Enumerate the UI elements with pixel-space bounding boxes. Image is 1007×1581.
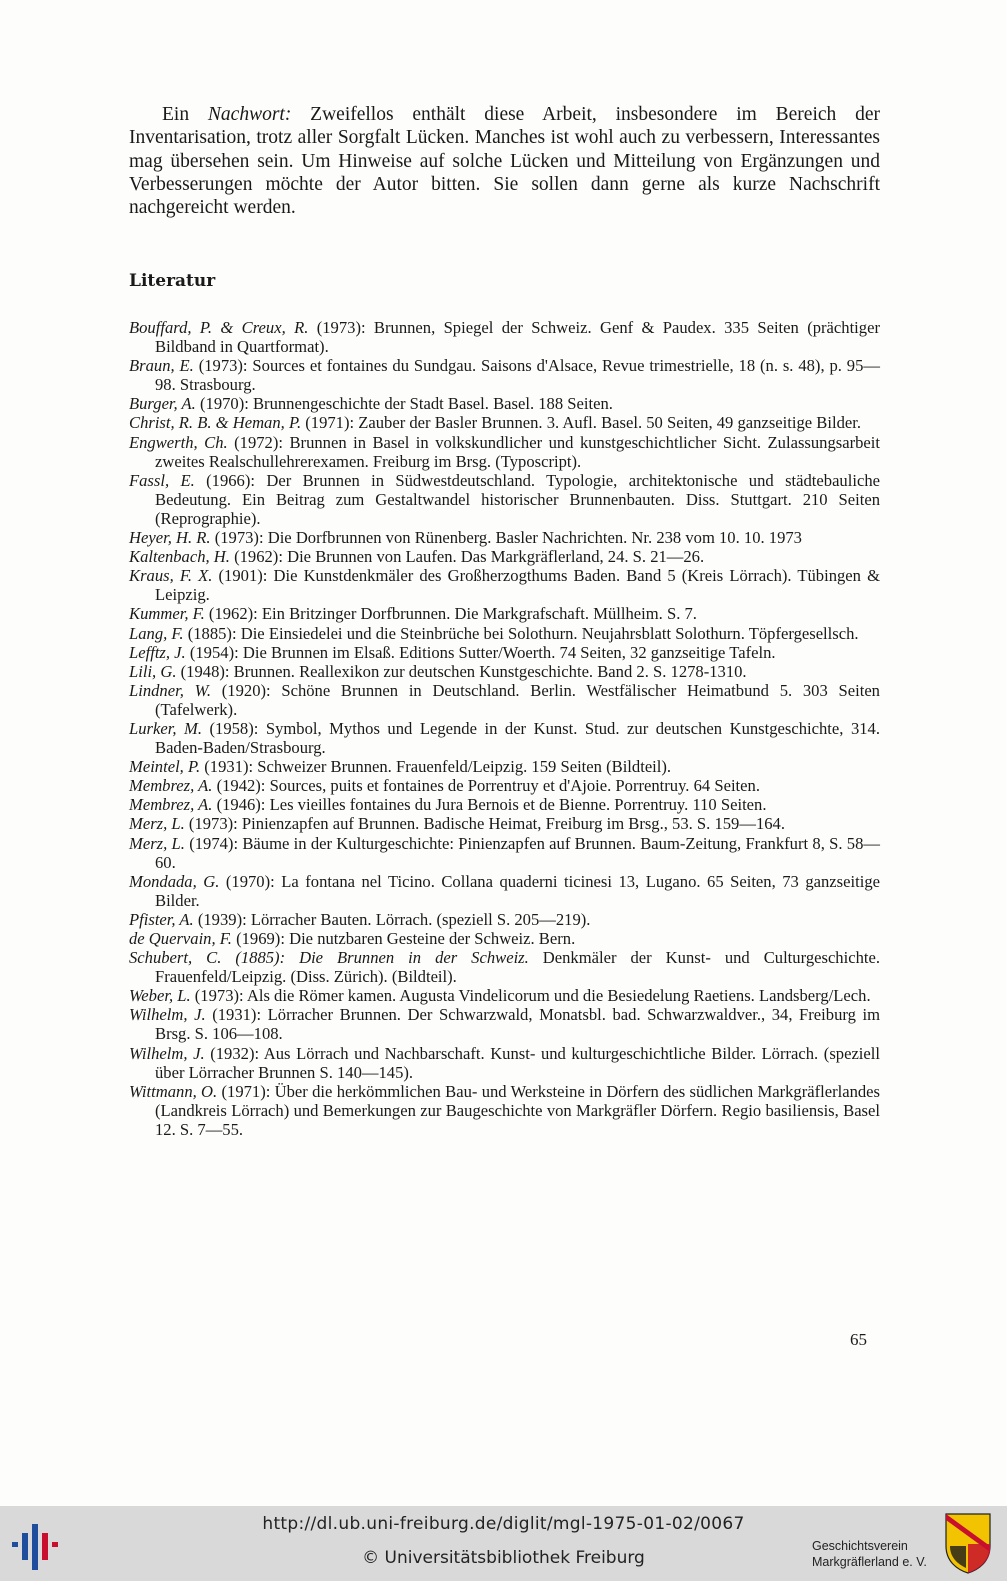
reference-author: Merz, L. — [129, 833, 185, 853]
literatur-heading: Literatur — [129, 271, 216, 291]
reference-text: (1931): Lörracher Brunnen. Der Schwarzwald, Monatsbl. bad. Schwarzwaldver., 34, Freiburg im Brsg. S. 106—108. — [155, 1005, 881, 1044]
reference-text: (1962): Die Brunnen von Laufen. Das Markgräflerland, 24. S. 21—26. — [229, 547, 705, 567]
reference-author: Heyer, H. R. — [129, 528, 211, 548]
reference-text: (1962): Ein Britzinger Dorfbrunnen. Die Markgrafschaft. Müllheim. S. 7. — [204, 604, 697, 624]
society-line-2: Markgräflerland e. V. — [812, 1555, 927, 1569]
footer-url-link[interactable]: http://dl.ub.uni-freiburg.de/diglit/mgl-1975-01-02/0067 — [262, 1514, 745, 1534]
reference-text: (1970): Brunnengeschichte der Stadt Basel. Basel. 188 Seiten. — [195, 394, 613, 414]
reference-text: (1973): Pinienzapfen auf Brunnen. Badische Heimat, Freiburg im Brsg., 53. S. 159—164. — [184, 814, 785, 834]
reference-author: Schubert, C. (1885): Die Brunnen in der Schweiz. — [129, 948, 529, 968]
reference-list — [129, 318, 880, 1139]
reference-author: Kaltenbach, H. — [129, 547, 230, 567]
reference-text: (1966): Der Brunnen in Südwestdeutschland. Typologie, architektonische und städtebauliche Bedeutung. Ein Beitrag zum Gestaltwandel historischer Brunnenbauten. Diss. Stuttgart. 210 Seiten (Reprographie). — [155, 470, 880, 528]
society-line-1: Geschichtsverein — [812, 1539, 908, 1553]
reference-entry — [129, 662, 880, 681]
reference-entry — [129, 872, 880, 910]
reference-text: (1954): Die Brunnen im Elsaß. Editions Sutter/Woerth. 74 Seiten, 32 ganzseitige Tafeln. — [185, 642, 776, 662]
reference-author: Fassl, E. — [129, 470, 195, 490]
society-crest-icon — [944, 1512, 992, 1574]
reference-author: Mondada, G. — [129, 871, 220, 891]
reference-entry — [129, 948, 880, 986]
reference-text: (1942): Sources, puits et fontaines de Porrentruy et d'Ajoie. Porrentruy. 64 Seiten. — [212, 776, 760, 796]
reference-author: Braun, E. — [129, 356, 194, 376]
reference-author: Wilhelm, J. — [129, 1043, 205, 1063]
reference-entry — [129, 643, 880, 662]
reference-text: (1901): Die Kunstdenkmäler des Großherzogthums Baden. Band 5 (Kreis Lörrach). Tübingen & Leipzig. — [155, 566, 880, 605]
reference-text: (1971): Über die herkömmlichen Bau- und Werksteine in Dörfern des südlichen Markgräflerlandes (Landkreis Lörrach) und Bemerkungen zur Baugeschichte von Markgräfler Dörfern. Regio basiliensis, Basel 12. S. 7—55. — [155, 1081, 880, 1139]
reference-text: (1969): Die nutzbaren Gesteine der Schweiz. Bern. — [231, 929, 576, 948]
reference-entry — [129, 814, 880, 833]
reference-author: Membrez, A. — [129, 776, 213, 796]
reference-entry — [129, 413, 880, 432]
reference-text: (1946): Les vieilles fontaines du Jura Bernois et de Bienne. Porrentruy. 110 Seiten. — [212, 795, 767, 815]
page-content — [129, 103, 881, 1139]
reference-author: Wilhelm, J. — [129, 1005, 206, 1025]
reference-entry — [129, 433, 880, 471]
reference-text: (1885): Die Einsiedelei und die Steinbrüche bei Solothurn. Neujahrsblatt Solothurn. Töpfergesellsch. — [183, 623, 859, 643]
reference-author: Pfister, A. — [129, 909, 194, 929]
reference-entry — [129, 834, 880, 872]
reference-entry — [129, 757, 880, 776]
society-name — [812, 1538, 927, 1570]
reference-text: (1958): Symbol, Mythos und Legende in der Kunst. Stud. zur deutschen Kunstgeschichte, 314. Baden-Baden/Strasbourg. — [155, 718, 880, 758]
reference-author: Lili, G. — [129, 661, 177, 681]
reference-text: (1948): Brunnen. Reallexikon zur deutschen Kunstgeschichte. Band 2. S. 1278-1310. — [176, 661, 747, 681]
reference-entry — [129, 604, 880, 623]
footer-bar — [0, 1506, 1007, 1581]
reference-author: Lurker, M. — [129, 718, 202, 738]
reference-text: (1972): Brunnen in Basel in volkskundlicher und kunstgeschichtlicher Sicht. Zulassungsarbeit zweites Realschullehrerexamen. Freiburg im Brsg. (Typoscript). — [155, 432, 880, 471]
reference-text: (1970): La fontana nel Ticino. Collana quaderni ticinesi 13, Lugano. 65 Seiten, 73 ganzseitige Bilder. — [155, 871, 880, 910]
reference-text: (1932): Aus Lörrach und Nachbarschaft. Kunst- und kulturgeschichtliche Bilder. Lörrach. (speziell über Lörracher Brunnen S. 140—145). — [155, 1043, 880, 1082]
reference-entry — [129, 566, 880, 604]
reference-entry — [129, 986, 880, 1005]
reference-entry — [129, 1044, 880, 1082]
nachwort-paragraph — [129, 103, 880, 219]
nachwort-lead: Ein — [162, 104, 190, 125]
reference-text: Denkmäler der Kunst- und Culturgeschichte. Frauenfeld/Leipzig. (Diss. Zürich). (Bildteil). — [155, 948, 880, 987]
reference-text: (1931): Schweizer Brunnen. Frauenfeld/Leipzig. 159 Seiten (Bildteil). — [200, 757, 672, 777]
reference-author: Kraus, F. X. — [129, 566, 213, 586]
reference-entry — [129, 528, 880, 547]
reference-text: (1973): Brunnen, Spiegel der Schweiz. Genf & Paudex. 335 Seiten (prächtiger Bildband in Quartformat). — [155, 318, 880, 357]
reference-entry — [129, 910, 880, 929]
reference-entry — [129, 547, 880, 566]
reference-entry — [129, 471, 880, 528]
reference-author: Lindner, W. — [129, 680, 212, 700]
reference-entry — [129, 394, 880, 413]
reference-text: (1971): Zauber der Basler Brunnen. 3. Aufl. Basel. 50 Seiten, 49 ganzseitige Bilder. — [301, 413, 862, 433]
reference-text: (1973): Als die Römer kamen. Augusta Vindelicorum und die Besiedelung Raetiens. Landsberg/Lech. — [190, 986, 871, 1006]
reference-author: Membrez, A. — [129, 795, 213, 815]
reference-author: de Quervain, F. — [129, 929, 232, 948]
reference-author: Burger, A. — [129, 394, 196, 414]
page-number: 65 — [850, 1330, 867, 1349]
reference-entry — [129, 1005, 880, 1043]
reference-entry — [129, 776, 880, 795]
reference-entry — [129, 795, 880, 814]
reference-author: Lefftz, J. — [129, 642, 186, 662]
reference-entry — [129, 356, 880, 394]
reference-author: Kummer, F. — [129, 604, 205, 624]
footer-copyright: © Universitätsbibliothek Freiburg — [362, 1548, 645, 1568]
reference-author: Meintel, P. — [129, 757, 201, 777]
reference-author: Wittmann, O. — [129, 1081, 218, 1101]
reference-text: (1973): Die Dorfbrunnen von Rünenberg. Basler Nachrichten. Nr. 238 vom 10. 10. 1973 — [210, 528, 802, 548]
reference-text: (1920): Schöne Brunnen in Deutschland. Berlin. Westfälischer Heimatbund 5. 303 Seiten (Tafelwerk). — [155, 680, 880, 719]
reference-entry — [129, 624, 880, 643]
reference-entry — [129, 719, 880, 757]
reference-entry — [129, 929, 880, 948]
reference-author: Christ, R. B. & Heman, P. — [129, 413, 302, 433]
reference-entry — [129, 1082, 880, 1139]
reference-entry — [129, 318, 880, 356]
nachwort-text: Zweifellos enthält diese Arbeit, insbesondere im Bereich der Inventarisation, trotz aller Sorgfalt Lücken. Manches ist wohl auch zu verbessern, Interessantes mag übersehen sein. Um Hinweise auf solche Lücken und Mitteilung von Ergänzungen und Verbesserungen möchte der Autor bitten. Sie sollen dann gerne als kurze Nachschrift nachgereicht werden. — [129, 104, 880, 219]
reference-text: (1974): Bäume in der Kulturgeschichte: Pinienzapfen auf Brunnen. Baum-Zeitung, Frankfurt 8, S. 58—60. — [155, 833, 880, 872]
reference-author: Weber, L. — [129, 986, 191, 1006]
reference-author: Engwerth, Ch. — [129, 432, 228, 452]
reference-entry — [129, 681, 880, 719]
nachwort-label: Nachwort: — [207, 104, 292, 125]
reference-text: (1973): Sources et fontaines du Sundgau. Saisons d'Alsace, Revue trimestrielle, 18 (n. s. 48), p. 95—98. Strasbourg. — [155, 356, 880, 395]
reference-text: (1939): Lörracher Bauten. Lörrach. (speziell S. 205—219). — [193, 909, 591, 929]
reference-author: Bouffard, P. & Creux, R. — [129, 318, 309, 337]
reference-author: Merz, L. — [129, 814, 185, 834]
reference-author: Lang, F. — [129, 623, 184, 643]
